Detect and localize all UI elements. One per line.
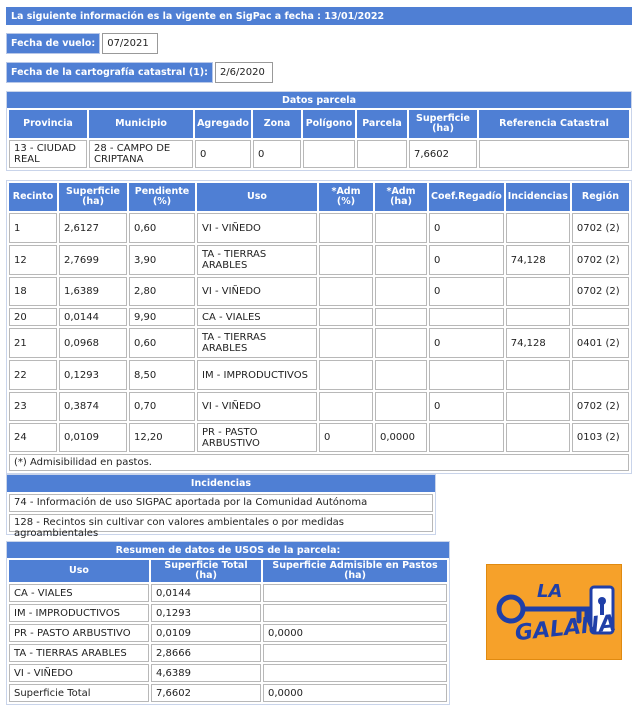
resumen-col-uso: Uso: [9, 560, 149, 582]
recintos-col-region: Región: [572, 183, 629, 211]
recinto-cell-recinto: 20: [9, 308, 57, 326]
resumen-cell-admisible: [263, 584, 447, 602]
flight-date-field: [6, 33, 158, 54]
recinto-row: [9, 423, 629, 452]
parcel-table: [6, 91, 632, 171]
admisibilidad-note: (*) Admisibilidad en pastos.: [9, 454, 629, 471]
recinto-cell-superficie: 0,1293: [59, 360, 127, 390]
recinto-cell-region: [572, 308, 629, 326]
resumen-header-row: [9, 560, 447, 582]
resumen-table: [6, 541, 450, 705]
logo-text-galana: GALANA: [513, 610, 618, 647]
recinto-cell-uso: VI - VIÑEDO: [197, 277, 317, 306]
resumen-cell-admisible: 0,0000: [263, 624, 447, 642]
recinto-cell-adm-ha: [375, 277, 427, 306]
recinto-cell-adm-ha: [375, 213, 427, 243]
recintos-header-row: [9, 183, 629, 211]
recintos-col-coef: Coef.Regadío: [429, 183, 504, 211]
recinto-cell-recinto: 1: [9, 213, 57, 243]
parcel-poligono: [303, 140, 355, 168]
recinto-cell-uso: TA - TIERRAS ARABLES: [197, 328, 317, 358]
recinto-cell-uso: PR - PASTO ARBUSTIVO: [197, 423, 317, 452]
recinto-cell-region: 0702 (2): [572, 392, 629, 421]
recinto-row: [9, 308, 629, 326]
recinto-cell-region: [572, 360, 629, 390]
recinto-row: [9, 392, 629, 421]
recinto-cell-adm-ha: [375, 245, 427, 275]
resumen-cell-superficie: 0,1293: [151, 604, 261, 622]
recinto-cell-recinto: 22: [9, 360, 57, 390]
la-galana-logo: [486, 564, 622, 660]
recinto-cell-uso: VI - VIÑEDO: [197, 213, 317, 243]
recinto-row: [9, 360, 629, 390]
recinto-cell-pendiente: 3,90: [129, 245, 195, 275]
recinto-cell-region: 0702 (2): [572, 245, 629, 275]
recinto-row: [9, 245, 629, 275]
recinto-cell-uso: CA - VIALES: [197, 308, 317, 326]
recinto-cell-region: 0702 (2): [572, 213, 629, 243]
recintos-col-uso: Uso: [197, 183, 317, 211]
resumen-row: [9, 684, 447, 702]
incidencias-box: [6, 474, 436, 539]
recinto-cell-adm-ha: [375, 360, 427, 390]
recinto-cell-coef: 0: [429, 392, 504, 421]
recinto-cell-recinto: 21: [9, 328, 57, 358]
resumen-cell-superficie: 2,8666: [151, 644, 261, 662]
parcel-municipio: 28 - CAMPO DE CRIPTANA: [89, 140, 193, 168]
recinto-cell-adm-pct: [319, 308, 373, 326]
recinto-cell-coef: [429, 423, 504, 452]
resumen-row: [9, 644, 447, 662]
recinto-cell-uso: VI - VIÑEDO: [197, 392, 317, 421]
resumen-col-superficie: Superficie Total (ha): [151, 560, 261, 582]
cadastre-date-value: 2/6/2020: [215, 62, 273, 83]
recinto-cell-incidencias: [506, 360, 570, 390]
recinto-cell-superficie: 0,0144: [59, 308, 127, 326]
parcel-col-agregado: Agregado: [195, 110, 251, 138]
recinto-cell-adm-pct: [319, 392, 373, 421]
recinto-cell-adm-ha: 0,0000: [375, 423, 427, 452]
parcel-col-zona: Zona: [253, 110, 301, 138]
recintos-col-adm-ha: *Adm (ha): [375, 183, 427, 211]
recinto-cell-region: 0401 (2): [572, 328, 629, 358]
parcel-col-provincia: Provincia: [9, 110, 87, 138]
parcel-title: Datos parcela: [7, 92, 631, 108]
parcel-header-row: [9, 110, 629, 138]
parcel-col-municipio: Municipio: [89, 110, 193, 138]
parcel-col-parcela: Parcela: [357, 110, 407, 138]
recinto-cell-adm-ha: [375, 308, 427, 326]
flight-date-value: 07/2021: [102, 33, 158, 54]
recinto-cell-adm-ha: [375, 328, 427, 358]
recinto-cell-incidencias: 74,128: [506, 245, 570, 275]
recinto-cell-incidencias: [506, 392, 570, 421]
recinto-cell-coef: 0: [429, 277, 504, 306]
recinto-cell-incidencias: [506, 213, 570, 243]
recinto-row: [9, 213, 629, 243]
recinto-cell-superficie: 0,0109: [59, 423, 127, 452]
key-icon: [487, 565, 623, 661]
recinto-cell-region: 0702 (2): [572, 277, 629, 306]
recinto-cell-superficie: 0,3874: [59, 392, 127, 421]
recinto-cell-coef: 0: [429, 328, 504, 358]
resumen-title: Resumen de datos de USOS de la parcela:: [7, 542, 449, 558]
incidencia-item-128: 128 - Recintos sin cultivar con valores ambientales o por medidas agroambientales: [9, 514, 433, 532]
parcel-col-poligono: Polígono: [303, 110, 355, 138]
flight-date-label: Fecha de vuelo:: [6, 33, 100, 54]
resumen-cell-superficie: 7,6602: [151, 684, 261, 702]
parcel-superficie: 7,6602: [409, 140, 477, 168]
recinto-cell-incidencias: [506, 423, 570, 452]
resumen-row: [9, 624, 447, 642]
recintos-col-recinto: Recinto: [9, 183, 57, 211]
recinto-cell-pendiente: 0,70: [129, 392, 195, 421]
recinto-cell-adm-ha: [375, 392, 427, 421]
recinto-cell-coef: [429, 308, 504, 326]
recintos-col-adm-pct: *Adm (%): [319, 183, 373, 211]
recinto-cell-uso: TA - TIERRAS ARABLES: [197, 245, 317, 275]
recinto-cell-pendiente: 2,80: [129, 277, 195, 306]
parcel-zona: 0: [253, 140, 301, 168]
resumen-cell-uso: CA - VIALES: [9, 584, 149, 602]
resumen-cell-superficie: 4,6389: [151, 664, 261, 682]
logo-text-la: LA: [537, 581, 563, 602]
recinto-cell-adm-pct: [319, 213, 373, 243]
recinto-cell-recinto: 12: [9, 245, 57, 275]
resumen-cell-superficie: 0,0109: [151, 624, 261, 642]
recinto-cell-coef: [429, 360, 504, 390]
resumen-cell-uso: IM - IMPRODUCTIVOS: [9, 604, 149, 622]
resumen-cell-admisible: [263, 604, 447, 622]
recinto-cell-incidencias: 74,128: [506, 328, 570, 358]
resumen-row: [9, 664, 447, 682]
recinto-row: [9, 328, 629, 358]
recinto-cell-recinto: 23: [9, 392, 57, 421]
resumen-cell-uso: VI - VIÑEDO: [9, 664, 149, 682]
recinto-cell-superficie: 2,7699: [59, 245, 127, 275]
resumen-cell-uso: Superficie Total: [9, 684, 149, 702]
recintos-col-pendiente: Pendiente (%): [129, 183, 195, 211]
recinto-cell-pendiente: 8,50: [129, 360, 195, 390]
recinto-cell-incidencias: [506, 277, 570, 306]
cadastre-date-label: Fecha de la cartografía catastral (1):: [6, 62, 213, 83]
recinto-cell-adm-pct: [319, 328, 373, 358]
info-banner-text: La siguiente información es la vigente en SigPac a fecha : 13/01/2022: [11, 10, 385, 22]
resumen-cell-uso: TA - TIERRAS ARABLES: [9, 644, 149, 662]
parcel-data-row: [9, 140, 629, 168]
info-banner: [6, 7, 632, 25]
recinto-cell-coef: 0: [429, 213, 504, 243]
cadastre-date-field: [6, 62, 273, 83]
recinto-cell-pendiente: 12,20: [129, 423, 195, 452]
resumen-col-admisible: Superficie Admisible en Pastos (ha): [263, 560, 447, 582]
parcel-provincia: 13 - CIUDAD REAL: [9, 140, 87, 168]
resumen-cell-uso: PR - PASTO ARBUSTIVO: [9, 624, 149, 642]
resumen-cell-admisible: 0,0000: [263, 684, 447, 702]
recinto-cell-adm-pct: [319, 277, 373, 306]
parcel-agregado: 0: [195, 140, 251, 168]
recinto-cell-adm-pct: [319, 245, 373, 275]
parcel-parcela: [357, 140, 407, 168]
recinto-cell-adm-pct: 0: [319, 423, 373, 452]
recinto-cell-superficie: 2,6127: [59, 213, 127, 243]
resumen-cell-admisible: [263, 644, 447, 662]
incidencias-title: Incidencias: [7, 475, 435, 492]
recinto-cell-adm-pct: [319, 360, 373, 390]
recinto-cell-superficie: 0,0968: [59, 328, 127, 358]
parcel-col-referencia: Referencia Catastral: [479, 110, 629, 138]
recintos-col-superficie: Superficie (ha): [59, 183, 127, 211]
recinto-cell-pendiente: 9,90: [129, 308, 195, 326]
recinto-cell-pendiente: 0,60: [129, 328, 195, 358]
recinto-cell-region: 0103 (2): [572, 423, 629, 452]
resumen-cell-superficie: 0,0144: [151, 584, 261, 602]
recinto-cell-superficie: 1,6389: [59, 277, 127, 306]
parcel-col-superficie: Superficie (ha): [409, 110, 477, 138]
resumen-row: [9, 584, 447, 602]
resumen-cell-admisible: [263, 664, 447, 682]
recinto-cell-incidencias: [506, 308, 570, 326]
recintos-col-incidencias: Incidencias: [506, 183, 570, 211]
recinto-cell-recinto: 18: [9, 277, 57, 306]
recintos-table: [6, 180, 632, 474]
parcel-referencia: [479, 140, 629, 168]
recinto-cell-coef: 0: [429, 245, 504, 275]
recinto-cell-pendiente: 0,60: [129, 213, 195, 243]
recinto-row: [9, 277, 629, 306]
incidencia-item-74: 74 - Información de uso SIGPAC aportada por la Comunidad Autónoma: [9, 494, 433, 512]
resumen-row: [9, 604, 447, 622]
recinto-cell-uso: IM - IMPRODUCTIVOS: [197, 360, 317, 390]
recinto-cell-recinto: 24: [9, 423, 57, 452]
